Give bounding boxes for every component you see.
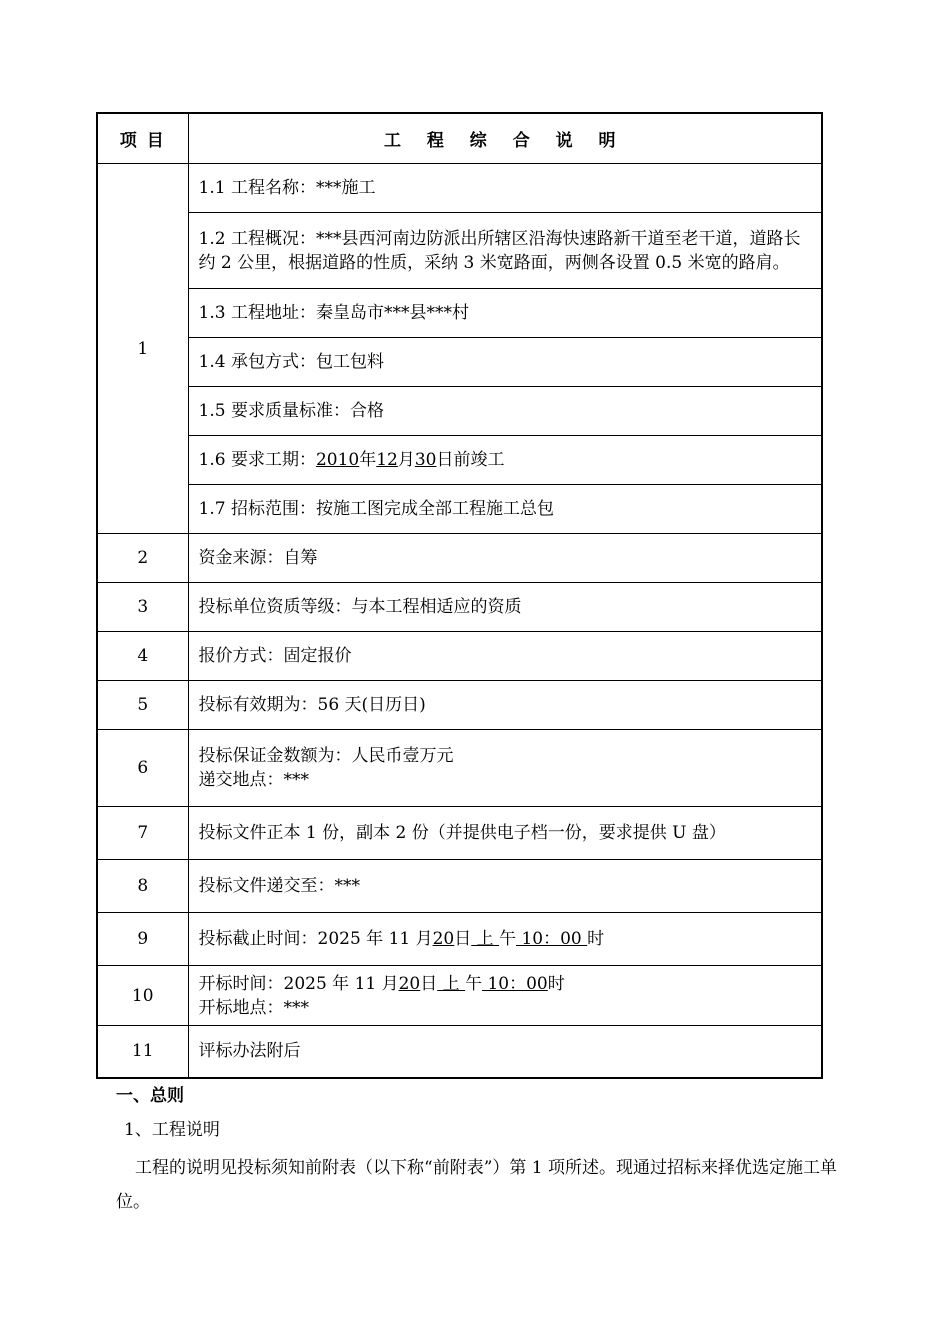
item-1-2: 1.2 工程概况：***县西河南边防派出所辖区沿海快速路新干道至老干道，道路长约 2 公里，根据道路的性质，采纳 3 米宽路面，两侧各设置 0.5 米宽的路肩。 bbox=[188, 213, 822, 289]
item-1-5: 1.5 要求质量标准：合格 bbox=[188, 387, 822, 436]
bid-bond: 投标保证金数额为：人民币壹万元 递交地点：*** bbox=[188, 730, 822, 807]
table-row bbox=[97, 730, 822, 807]
table-row bbox=[97, 681, 822, 730]
row-number: 3 bbox=[97, 583, 188, 632]
table-row bbox=[97, 213, 822, 289]
row-number: 5 bbox=[97, 681, 188, 730]
table-row bbox=[97, 436, 822, 485]
opening-time: 开标时间：2025 年 11 月20日 上 午 10：00时 开标地点：*** bbox=[188, 966, 822, 1026]
month-value: 12 bbox=[376, 450, 398, 470]
header-description: 工 程 综 合 说 明 bbox=[188, 113, 822, 164]
item-1-1: 1.1 工程名称：***施工 bbox=[188, 164, 822, 213]
row-number: 10 bbox=[97, 966, 188, 1026]
table-row bbox=[97, 485, 822, 534]
item-1-6: 1.6 要求工期：2010年12月30日前竣工 bbox=[188, 436, 822, 485]
row-number: 11 bbox=[97, 1026, 188, 1078]
pricing-method: 报价方式：固定报价 bbox=[188, 632, 822, 681]
row-number: 1 bbox=[97, 164, 188, 534]
table-row bbox=[97, 807, 822, 860]
table-row bbox=[97, 164, 822, 213]
day-value: 30 bbox=[414, 450, 437, 470]
section-subtitle: 1、工程说明 bbox=[124, 1120, 220, 1140]
table-row bbox=[97, 289, 822, 338]
table-row bbox=[97, 632, 822, 681]
submission-place: 投标文件递交至：*** bbox=[188, 860, 822, 913]
row-number: 7 bbox=[97, 807, 188, 860]
row-number: 4 bbox=[97, 632, 188, 681]
bid-copies: 投标文件正本 1 份，副本 2 份（并提供电子档一份，要求提供 U 盘） bbox=[188, 807, 822, 860]
table-row bbox=[97, 387, 822, 436]
tender-info-table bbox=[96, 112, 823, 1079]
row-number: 2 bbox=[97, 534, 188, 583]
item-1-7: 1.7 招标范围：按施工图完成全部工程施工总包 bbox=[188, 485, 822, 534]
section-title: 一、总则 bbox=[116, 1086, 184, 1106]
funding-source: 资金来源：自筹 bbox=[188, 534, 822, 583]
table-row bbox=[97, 966, 822, 1026]
table-header-row bbox=[97, 113, 822, 164]
section-paragraph: 工程的说明见投标须知前附表（以下称“前附表”）第 1 项所述。现通过招标来择优选定施工单位。 bbox=[116, 1158, 838, 1212]
row-number: 6 bbox=[97, 730, 188, 807]
table-row bbox=[97, 913, 822, 966]
header-item: 项 目 bbox=[97, 113, 188, 164]
evaluation-method: 评标办法附后 bbox=[188, 1026, 822, 1078]
bid-deadline: 投标截止时间：2025 年 11 月20日 上 午 10：00 时 bbox=[188, 913, 822, 966]
year-value: 2010 bbox=[315, 450, 360, 470]
table-row bbox=[97, 338, 822, 387]
table-row bbox=[97, 1026, 822, 1078]
table-row bbox=[97, 534, 822, 583]
row-number: 8 bbox=[97, 860, 188, 913]
table-row bbox=[97, 860, 822, 913]
qualification-level: 投标单位资质等级：与本工程相适应的资质 bbox=[188, 583, 822, 632]
table-row bbox=[97, 583, 822, 632]
item-1-4: 1.4 承包方式：包工包料 bbox=[188, 338, 822, 387]
row-number: 9 bbox=[97, 913, 188, 966]
item-1-3: 1.3 工程地址：秦皇岛市***县***村 bbox=[188, 289, 822, 338]
bid-validity: 投标有效期为：56 天(日历日) bbox=[188, 681, 822, 730]
